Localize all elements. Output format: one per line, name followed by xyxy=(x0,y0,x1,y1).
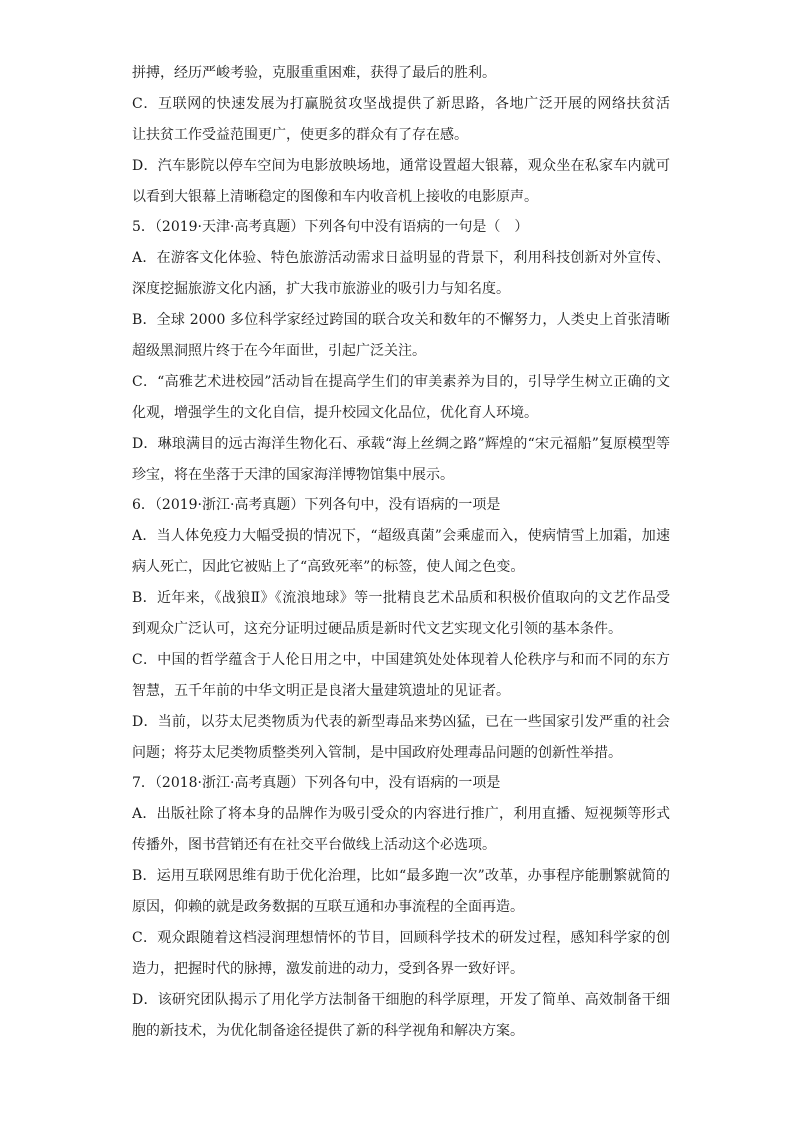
document-page xyxy=(132,58,670,1047)
text-line: D．该研究团队揭示了用化学方法制备干细胞的科学原理，开发了简单、高效制备干细 xyxy=(132,991,670,1008)
text-line: B．近年来，《战狼Ⅱ》《流浪地球》等一批精良艺术品质和积极价值取向的文艺作品受 xyxy=(132,590,670,607)
text-line: C．“高雅艺术进校园”活动旨在提高学生们的审美素养为目的，引导学生树立正确的文 xyxy=(132,373,670,390)
text-line: B．全球 2000 多位科学家经过跨国的联合攻关和数年的不懈努力，人类史上首张清晰 xyxy=(132,312,670,329)
text-line: C．中国的哲学蕴含于人伦日用之中，中国建筑处处体现着人伦秩序与和而不同的东方 xyxy=(132,651,670,668)
text-line: 造力，把握时代的脉搏，激发前进的动力，受到各界一致好评。 xyxy=(132,960,524,977)
text-line: 7．（2018·浙江·高考真题）下列各句中，没有语病的一项是 xyxy=(132,775,501,792)
text-line: 5．（2019·天津·高考真题）下列各句中没有语病的一句是（ ） xyxy=(132,219,529,236)
text-line: A．当人体免疫力大幅受损的情况下，“超级真菌”会乘虚而入，使病情雪上加霜，加速 xyxy=(132,528,670,545)
text-line: A．在游客文化体验、特色旅游活动需求日益明显的背景下，利用科技创新对外宣传、 xyxy=(132,250,670,267)
text-line: C．观众跟随着这档浸润理想情怀的节目，回顾科学技术的研发过程，感知科学家的创 xyxy=(132,929,670,946)
text-line: C．互联网的快速发展为打赢脱贫攻坚战提供了新思路，各地广泛开展的网络扶贫活 xyxy=(132,95,670,112)
text-line: 病人死亡，因此它被贴上了“高致死率”的标签，使人闻之色变。 xyxy=(132,559,525,576)
text-line: B．运用互联网思维有助于优化治理，比如“最多跑一次”改革，办事程序能删繁就简的 xyxy=(132,868,670,885)
text-line: 超级黑洞照片终于在今年面世，引起广泛关注。 xyxy=(132,343,426,360)
text-line: A．出版社除了将本身的品牌作为吸引受众的内容进行推广，利用直播、短视频等形式 xyxy=(132,806,670,823)
text-line: 问题；将芬太尼类物质整类列入管制，是中国政府处理毒品问题的创新性举措。 xyxy=(132,744,622,761)
text-line: 珍宝，将在坐落于天津的国家海洋博物馆集中展示。 xyxy=(132,466,454,483)
text-line: 拼搏，经历严峻考验，克服重重困难，获得了最后的胜利。 xyxy=(132,65,496,81)
text-line: 深度挖掘旅游文化内涵，扩大我市旅游业的吸引力与知名度。 xyxy=(132,281,510,298)
text-line: 以看到大银幕上清晰稳定的图像和车内收音机上接收的电影原声。 xyxy=(132,188,538,205)
text-line: 胞的新技术，为优化制备途径提供了新的科学视角和解决方案。 xyxy=(132,1022,524,1039)
text-line: 化观，增强学生的文化自信，提升校园文化品位，优化育人环境。 xyxy=(132,404,538,421)
text-line: 6．（2019·浙江·高考真题）下列各句中，没有语病的一项是 xyxy=(132,497,501,514)
text-line: 传播外，图书营销还有在社交平台做线上活动这个必选项。 xyxy=(132,837,496,854)
text-line: 智慧，五千年前的中华文明正是良渚大量建筑遗址的见证者。 xyxy=(132,682,510,699)
text-line: D．琳琅满目的远古海洋生物化石、承载“海上丝绸之路”辉煌的“宋元福船”复原模型等 xyxy=(132,435,670,452)
text-line: D．当前，以芬太尼类物质为代表的新型毒品来势凶猛，已在一些国家引发严重的社会 xyxy=(132,713,670,730)
text-line: D．汽车影院以停车空间为电影放映场地，通常设置超大银幕，观众坐在私家车内就可 xyxy=(132,157,670,174)
text-line: 让扶贫工作受益范围更广，使更多的群众有了存在感。 xyxy=(132,126,468,143)
text-line: 原因，仰赖的就是政务数据的互联互通和办事流程的全面再造。 xyxy=(132,899,524,916)
text-line: 到观众广泛认可，这充分证明过硬品质是新时代文艺实现文化引领的基本条件。 xyxy=(132,621,622,638)
